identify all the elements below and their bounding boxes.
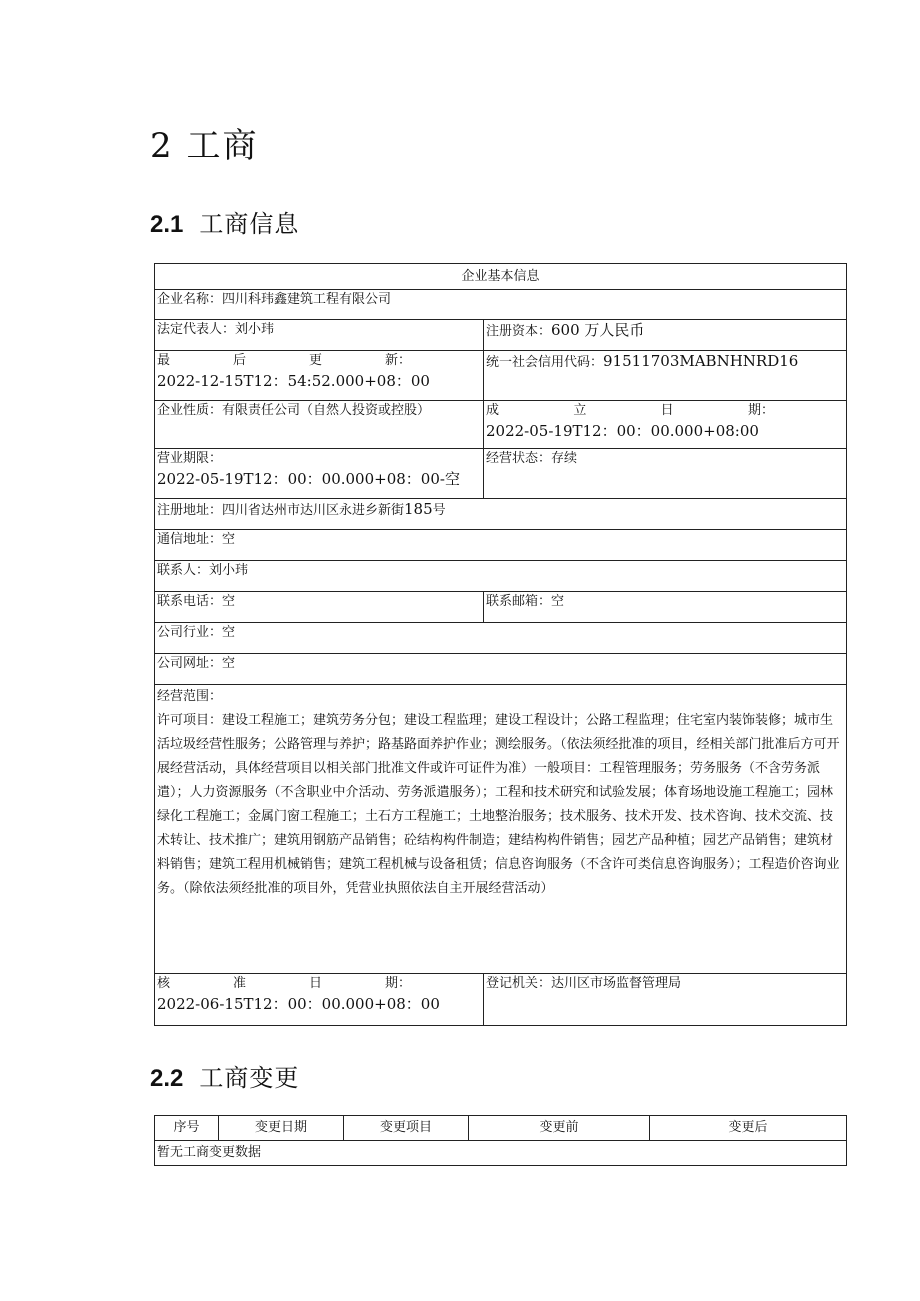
approval-date-value: 2022-06-15T12：00：00.000+08：00 <box>157 995 440 1013</box>
label-char: 后 <box>232 353 246 368</box>
label-char: 立 <box>573 403 587 418</box>
table-row <box>155 1141 847 1166</box>
label-char: 最 <box>157 353 171 368</box>
label-char: 日 <box>308 976 322 991</box>
section-heading-business-info <box>150 204 299 239</box>
section-number: 2.1 <box>150 211 184 238</box>
registered-capital <box>484 320 847 351</box>
column-header: 变更日期 <box>219 1116 344 1141</box>
legal-representative: 法定代表人：刘小玮 <box>155 320 484 351</box>
table-header-row <box>155 1116 847 1141</box>
company-website: 公司网址：空 <box>155 654 847 685</box>
established-value: 2022-05-19T12：00：00.000+08:00 <box>486 422 759 440</box>
business-term-label: 营业期限： <box>157 451 223 466</box>
business-change-table <box>154 1115 847 1166</box>
credit-code-value: 91511703MABNHNRD16 <box>603 352 799 370</box>
table-title: 企业基本信息 <box>155 264 847 290</box>
page-heading: 2 工商 <box>150 126 259 166</box>
label-char: 更 <box>308 353 322 368</box>
label-char: 核 <box>157 976 171 991</box>
column-header: 序号 <box>155 1116 219 1141</box>
registered-address <box>155 499 847 530</box>
registered-address-suffix: 号 <box>432 503 446 518</box>
label-char: 期： <box>747 403 774 418</box>
last-update-label <box>157 351 481 371</box>
column-header: 变更前 <box>469 1116 650 1141</box>
section-heading-business-changes <box>150 1058 299 1093</box>
registered-address-number: 185 <box>404 500 433 518</box>
section-title: 工商信息 <box>199 210 300 238</box>
last-update-value: 2022-12-15T12：54:52.000+08：00 <box>157 372 430 390</box>
contact-phone: 联系电话：空 <box>155 592 484 623</box>
registered-capital-label: 注册资本： <box>486 324 552 339</box>
business-scope-text: 许可项目：建设工程施工；建筑劳务分包；建设工程监理；建设工程设计；公路工程监理；住宅室内装饰装修；城市生活垃圾经营性服务；公路管理与养护；路基路面养护作业；测绘服务。（依法须经批准的项目，经相关部门批准后方可开展经营活动，具体经营项目以相关部门批准文件或许可证件为准）一般项目：工程管理服务；劳务服务（不含劳务派遣）；人力资源服务（不含职业中介活动、劳务派遣服务）；工程和技术研究和试验发展；体育场地设施工程施工；园林绿化工程施工；金属门窗工程施工；土石方工程施工；土地整治服务；技术服务、技术开发、技术咨询、技术交流、技术转让、技术推广；建筑用钢筋产品销售；砼结构构件制造；建结构构件销售；园艺产品种植；园艺产品销售；建筑材料销售；建筑工程用机械销售；建筑工程机械与设备租赁；信息咨询服务（不含许可类信息咨询服务）；工程造价咨询业务。（除依法须经批准的项目外，凭营业执照依法自主开展经营活动） <box>157 713 840 896</box>
established-label <box>486 401 844 421</box>
label-char: 新： <box>384 353 411 368</box>
company-industry: 公司行业：空 <box>155 623 847 654</box>
credit-code <box>484 351 847 401</box>
column-header: 变更后 <box>650 1116 847 1141</box>
mailing-address: 通信地址：空 <box>155 530 847 561</box>
registered-capital-value: 600 万人民币 <box>551 321 645 339</box>
section-number: 2.2 <box>150 1065 184 1092</box>
established-date <box>484 401 847 449</box>
enterprise-nature: 企业性质：有限责任公司（自然人投资或控股） <box>155 401 484 449</box>
approval-date-label <box>157 974 481 994</box>
label-char: 成 <box>486 403 500 418</box>
company-name: 企业名称：四川科玮鑫建筑工程有限公司 <box>155 290 847 320</box>
contact-person: 联系人：刘小玮 <box>155 561 847 592</box>
business-term-value: 2022-05-19T12：00：00.000+08：00-空 <box>157 470 460 488</box>
label-char: 期： <box>384 976 411 991</box>
column-header: 变更项目 <box>344 1116 469 1141</box>
credit-code-label: 统一社会信用代码： <box>486 355 604 370</box>
business-status: 经营状态：存续 <box>484 449 847 499</box>
contact-email: 联系邮箱：空 <box>484 592 847 623</box>
label-char: 准 <box>232 976 246 991</box>
last-update <box>155 351 484 401</box>
section-title: 工商变更 <box>199 1064 300 1092</box>
business-term <box>155 449 484 499</box>
business-info-table <box>154 263 847 1026</box>
business-scope-label: 经营范围： <box>157 689 223 704</box>
registered-address-label: 注册地址：四川省达州市达川区永进乡新街 <box>157 503 405 518</box>
label-char: 日 <box>660 403 674 418</box>
empty-message: 暂无工商变更数据 <box>155 1141 847 1166</box>
registration-authority: 登记机关：达川区市场监督管理局 <box>484 974 847 1026</box>
approval-date <box>155 974 484 1026</box>
business-scope <box>155 685 847 974</box>
